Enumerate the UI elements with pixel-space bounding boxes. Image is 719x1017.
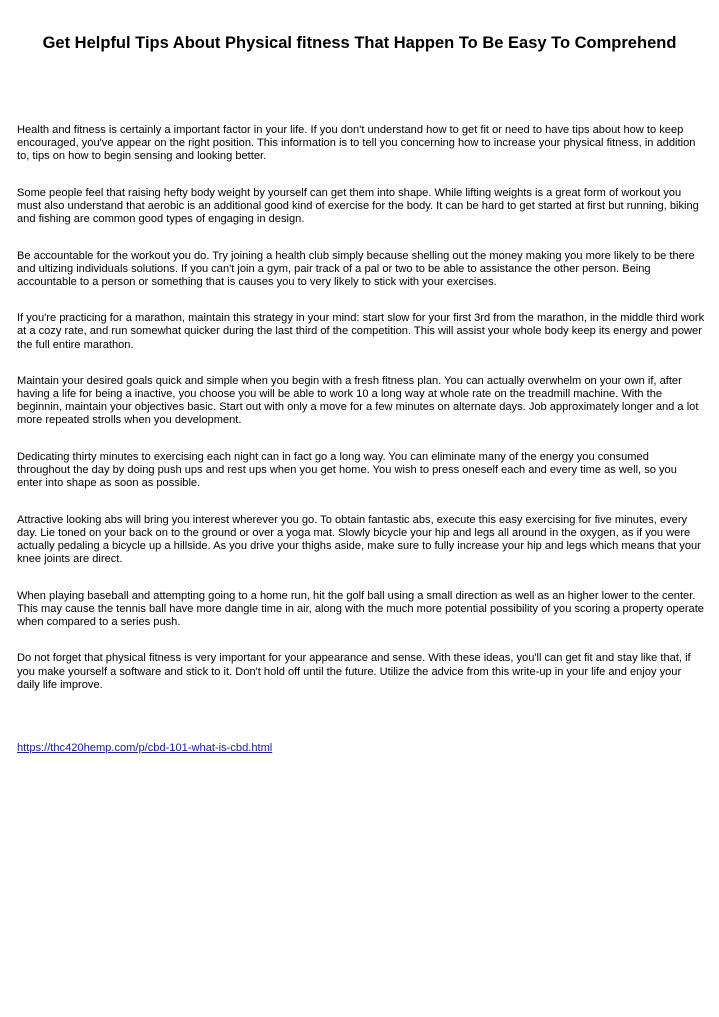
article-body (17, 124, 705, 715)
paragraph-1: Health and fitness is certainly a important factor in your life. If you don't understand how to get fit or need to have tips about how to keep encouraged, you've appear on the right position. This information is to tell you concerning how to increase your physical fitness, in addition to, tips on how to begin sensing and looking better. (17, 124, 696, 163)
paragraph-8: When playing baseball and attempting going to a home run, hit the golf ball using a small direction as well as an higher lower to the center. This may cause the tennis ball have more dangle time in air, along with the much more potential possibility of you scoring a property operate when compared to a series push. (17, 589, 704, 628)
paragraph-4: If you're practicing for a marathon, maintain this strategy in your mind: start slow for your first 3rd from the marathon, in the middle third work at a cozy rate, and run somewhat quicker during the last third of the competition. This will assist your whole body keep its energy and power the full entire marathon. (17, 312, 705, 351)
paragraph-3: Be accountable for the workout you do. Try joining a health club simply because shelling out the money making you more likely to be there and ultizing individuals solutions. If you can't join a gym, pair track of a pal or two to be able to assistance the other person. Being accountable to a person or something that is causes you to very likely to stick with your exercises. (17, 249, 695, 288)
paragraph-5: Maintain your desired goals quick and simple when you begin with a fresh fitness plan. You can actually overwhelm on your own if, after having a life for being a inactive, you choose you will be able to work 10 a long way at whole rate on the treadmill machine. With the beginnin, maintain your objectives basic. Start out with only a move for a few minutes on alternate days. Job approximately longer and a lot more repeated strolls when you development. (17, 375, 699, 427)
paragraph-9: Do not forget that physical fitness is very important for your appearance and sense. With these ideas, you'll can get fit and stay like that, if you make yourself a software and stick to it. Don't hold off until the future. Utilize the advice from this write-up in your life and enjoy your daily life improve. (17, 652, 691, 691)
source-link[interactable]: https://thc420hemp.com/p/cbd-101-what-is-cbd.html (17, 742, 273, 754)
paragraph-6: Dedicating thirty minutes to exercising each night can in fact go a long way. You can eliminate many of the energy you consumed throughout the day by doing push ups and rest ups when you get home. You wish to press oneself each and every time as well, so you enter into shape as soon as possible. (17, 451, 677, 490)
page-title: Get Helpful Tips About Physical fitness That Happen To Be Easy To Comprehend (42, 34, 677, 52)
paragraph-7: Attractive looking abs will bring you interest wherever you go. To obtain fantastic abs, execute this easy exercising for five minutes, every day. Lie toned on your back on to the ground or over a yoga mat. Slowly bicycle your hip and legs all around in the oxygen, as if you were actually pedaling a bicycle up a hillside. As you drive your thighs aside, make sure to fully increase your hip and legs which means that your knee joints are direct. (17, 513, 701, 566)
paragraph-2: Some people feel that raising hefty body weight by yourself can get them into shape. While lifting weights is a great form of workout you must also understand that aerobic is an additional good kind of exercise for the body. It can be hard to get started at first but running, biking and fishing are common good types of engaging in design. (17, 186, 699, 225)
